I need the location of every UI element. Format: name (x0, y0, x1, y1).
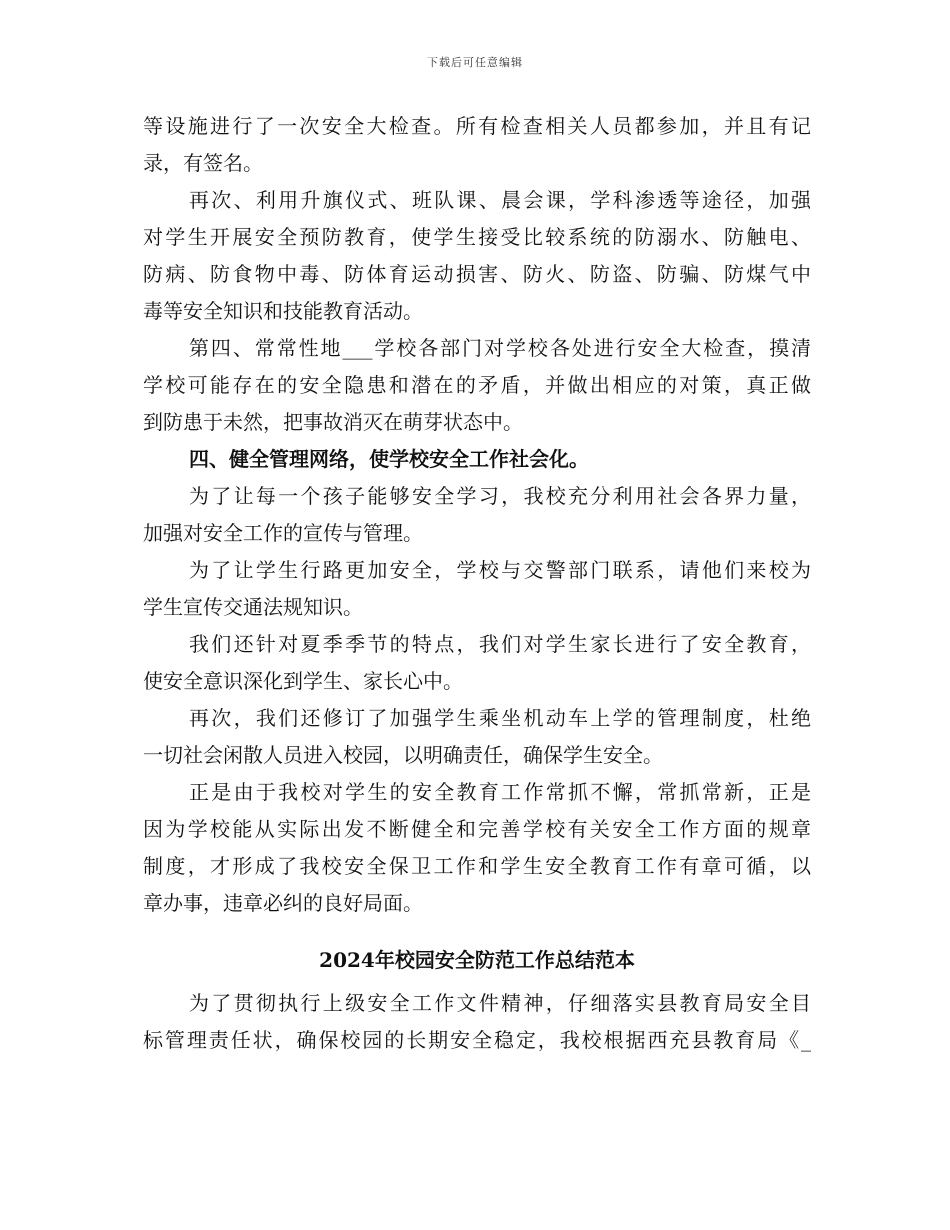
page-header: 下载后可任意编辑 (427, 56, 523, 69)
paragraph-line: 再次、利用升旗仪式、班队课、晨会课，学科渗透等途径，加强 (189, 188, 811, 212)
paragraph-line: 等设施进行了一次安全大检查。所有检查相关人员都参加，并且有记 (143, 114, 811, 138)
paragraph-line: 对学生开展安全预防教育，使学生接受比较系统的防溺水、防触电、 (143, 225, 811, 249)
paragraph-line: 一切社会闲散人员进入校园，以明确责任，确保学生安全。 (143, 743, 663, 767)
document-body (143, 108, 811, 1059)
paragraph-line: 因为学校能从实际出发不断健全和完善学校有关安全工作方面的规章 (143, 817, 811, 841)
paragraph-line: 录，有签名。 (143, 151, 263, 175)
paragraph-line: 章办事，违章必纠的良好局面。 (143, 891, 423, 915)
paragraph-line: 第四、常常性地___学校各部门对学校各处进行安全大检查，摸清 (189, 336, 811, 360)
paragraph-line: 防病、防食物中毒、防体育运动损害、防火、防盗、防骗、防煤气中 (143, 262, 811, 286)
paragraph-line: 制度，才形成了我校安全保卫工作和学生安全教育工作有章可循，以 (143, 854, 811, 878)
paragraph-line: 加强对安全工作的宣传与管理。 (143, 521, 423, 545)
paragraph-line: 使安全意识深化到学生、家长心中。 (143, 669, 463, 693)
paragraph-line: 毒等安全知识和技能教育活动。 (143, 299, 423, 323)
paragraph-line: 为了让每一个孩子能够安全学习，我校充分利用社会各界力量， (189, 484, 811, 508)
paragraph-line: 学校可能存在的安全隐患和潜在的矛盾，并做出相应的对策，真正做 (143, 373, 811, 397)
section-heading: 四、健全管理网络，使学校安全工作社会化。 (189, 447, 589, 471)
paragraph-line: 到防患于未然，把事故消灭在萌芽状态中。 (143, 410, 523, 434)
paragraph-line: 标管理责任状，确保校园的长期安全稳定，我校根据西充县教育局《_ (143, 1028, 811, 1052)
paragraph-line: 再次，我们还修订了加强学生乘坐机动车上学的管理制度，杜绝 (189, 706, 811, 730)
paragraph-line: 为了贯彻执行上级安全工作文件精神，仔细落实县教育局安全目 (189, 991, 811, 1015)
paragraph-line: 正是由于我校对学生的安全教育工作常抓不懈，常抓常新，正是 (189, 780, 811, 804)
paragraph-line: 为了让学生行路更加安全，学校与交警部门联系，请他们来校为 (189, 558, 811, 582)
paragraph-line: 学生宣传交通法规知识。 (143, 595, 363, 619)
document-title: 2024年校园安全防范工作总结范本 (319, 948, 635, 972)
paragraph-line: 我们还针对夏季季节的特点，我们对学生家长进行了安全教育， (189, 632, 811, 656)
